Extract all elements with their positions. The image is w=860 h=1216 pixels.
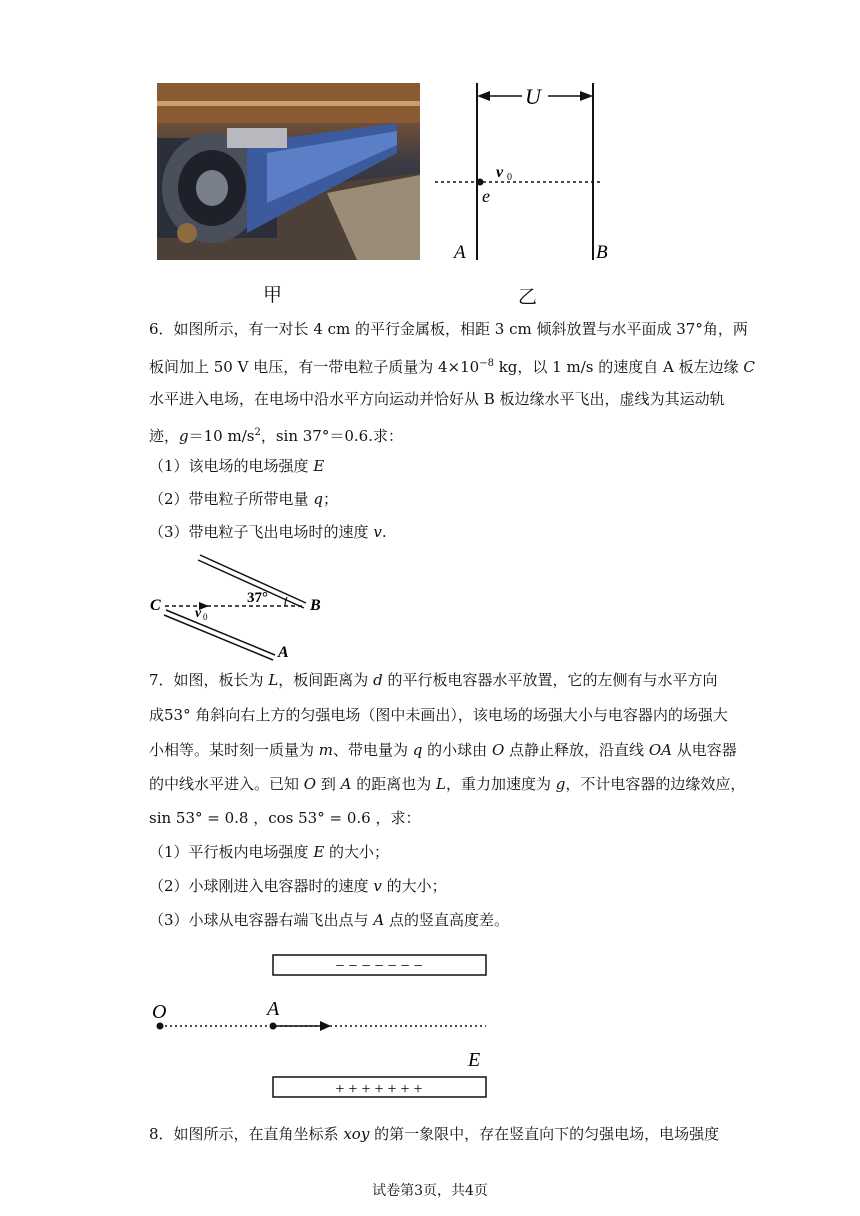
caption-right: 乙 [518, 286, 538, 308]
svg-text:0: 0 [203, 612, 208, 622]
capacitor-diagram [145, 950, 505, 1100]
q7-line-1: 7．如图，板长为 L，板间距离为 d 的平行板电容器水平放置，它的左侧有与水平方向 [149, 671, 718, 689]
label-b: B [310, 597, 321, 614]
q7-sub-1: （1）平行板内电场强度 E 的大小； [149, 843, 390, 861]
svg-text:0: 0 [507, 172, 512, 183]
plate-a-lower [164, 610, 275, 660]
q7-line-4: 的中线水平进入。已知 O 到 A 的距离也为 L，重力加速度为 g，不计电容器的边缘效应， [149, 775, 746, 793]
q6-sub-2: （2）带电粒子所带电量 q； [149, 490, 338, 508]
label-a: A [267, 998, 280, 1020]
q7-sub-2: （2）小球刚进入电容器时的速度 v 的大小； [149, 877, 447, 895]
q6-line-1: 6．如图所示，有一对长 4 cm 的平行金属板，相距 3 cm 倾斜放置与水平面成 37°角，两 [149, 320, 748, 338]
inclined-plates-diagram [143, 550, 343, 662]
label-v0: v [496, 164, 504, 181]
positive-charges: + + + + + + + [335, 1081, 423, 1098]
accelerator-photo [157, 83, 420, 260]
q6-line-3: 水平进入电场，在电场中沿水平方向运动并恰好从 B 板边缘水平飞出，虚线为其运动轨 [149, 390, 725, 408]
label-o: O [152, 1001, 167, 1023]
q7-sub-3: （3）小球从电容器右端飞出点与 A 点的竖直高度差。 [149, 911, 509, 929]
q7-line-3: 小相等。某时刻一质量为 m、带电量为 q 的小球由 O 点静止释放，沿直线 OA 从电容器 [149, 741, 737, 759]
label-a: A [454, 242, 466, 263]
electron-dot [477, 179, 484, 186]
q7-line-5: sin 53° = 0.8 ，cos 53° = 0.6 ，求： [149, 809, 421, 827]
q7-line-2: 成53° 角斜向右上方的匀强电场（图中未画出），该电场的场强大小与电容器内的场强大 [149, 706, 728, 724]
caption-left: 甲 [263, 284, 283, 306]
point-o [157, 1023, 164, 1030]
label-u: U [525, 84, 541, 109]
label-e: E [468, 1049, 481, 1071]
label-a: A [278, 644, 289, 661]
page-footer: 试卷第3页，共4页 [372, 1183, 488, 1199]
point-a [270, 1023, 277, 1030]
electron-accelerator-diagram [430, 78, 630, 268]
angle-label: 37° [247, 590, 268, 606]
label-c: C [150, 597, 161, 614]
q6-line-4: 迹，g＝10 $m/s^2$，sin 37°＝0.6.求： [149, 427, 403, 445]
label-e: e [482, 186, 490, 206]
label-v0: v [195, 606, 202, 621]
accelerator-illustration [157, 83, 420, 260]
q6-sub-1: （1）该电场的电场强度 E [149, 457, 325, 475]
q6-line-2: 板间加上 50 V 电压，有一带电粒子质量为 $4\times 10^{-8}$ kg，以 1 m/s 的速度自 A 板左边缘 C [149, 358, 755, 376]
q8-line-1: 8．如图所示，在直角坐标系 xoy 的第一象限中，存在竖直向下的匀强电场，电场强度 [149, 1125, 720, 1143]
label-b: B [596, 242, 608, 263]
negative-charges: − − − − − − − [335, 958, 423, 975]
q6-sub-3: （3）带电粒子飞出电场时的速度 v. [149, 523, 387, 541]
